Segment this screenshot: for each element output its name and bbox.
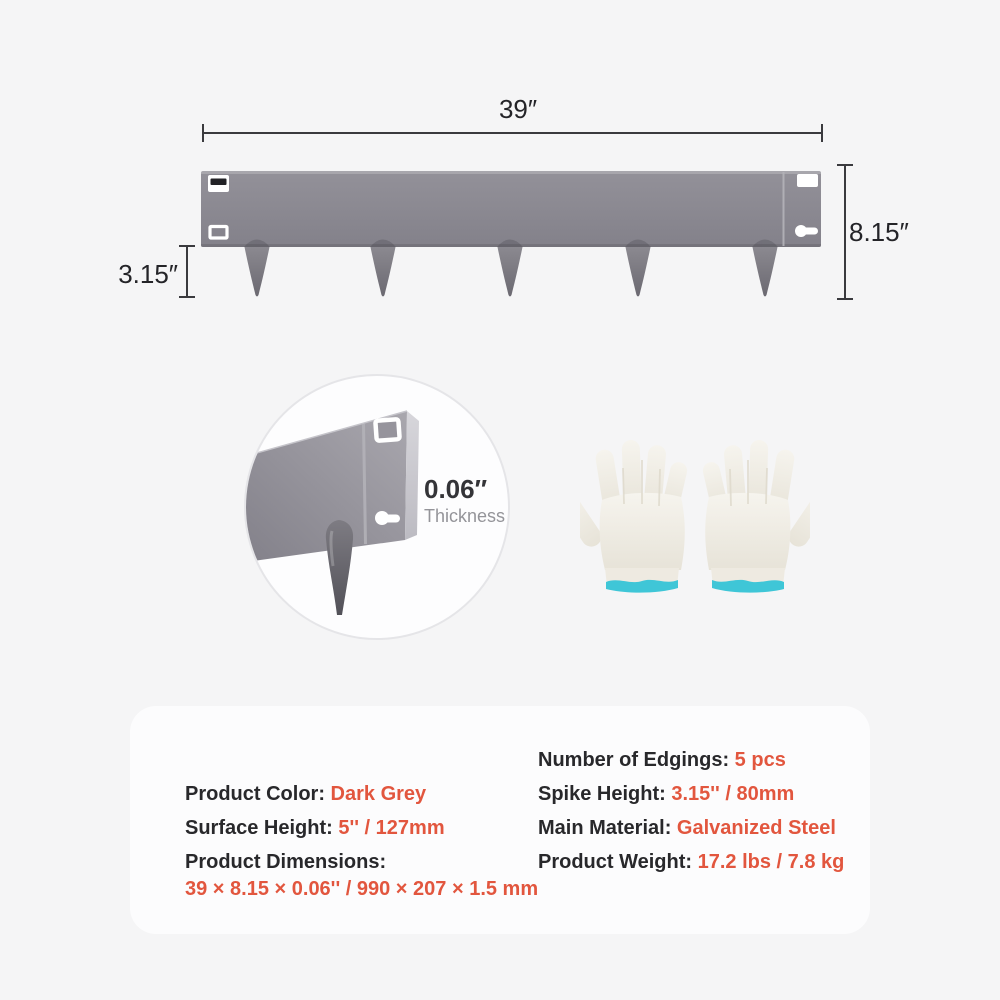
spec-number-of-edgings xyxy=(538,749,786,772)
thickness-label: Thickness xyxy=(424,506,506,526)
glove-cuff-trim xyxy=(606,580,678,593)
thickness-detail-circle xyxy=(244,374,510,640)
spec-product-color xyxy=(185,783,426,806)
spec-value: 5'' / 127mm xyxy=(338,817,445,839)
spec-label: Spike Height: xyxy=(538,783,672,805)
spec-label: Main Material: xyxy=(538,817,677,839)
spec-label: Surface Height: xyxy=(185,817,339,839)
spec-value: 3.15'' / 80mm xyxy=(671,783,795,805)
ground-spikes xyxy=(245,247,778,297)
spec-product-dimensions-value xyxy=(185,878,538,901)
panel-thickness-edge xyxy=(405,411,419,540)
spec-value: 39 × 8.15 × 0.06'' / 990 × 207 × 1.5 mm xyxy=(185,878,539,900)
spec-label: Number of Edgings: xyxy=(538,749,735,771)
spec-product-weight xyxy=(538,851,844,874)
top-left-slot xyxy=(208,175,229,192)
spec-label: Product Dimensions: xyxy=(185,851,387,873)
glove-right xyxy=(701,440,810,593)
spec-spike-height xyxy=(538,783,794,806)
spike xyxy=(371,247,396,297)
spec-value: 5 pcs xyxy=(734,749,786,771)
spec-label: Product Color: xyxy=(185,783,331,805)
thickness-value: 0.06″ xyxy=(424,474,488,504)
edging-panel xyxy=(201,171,821,247)
height-dimension-label: 8.15″ xyxy=(849,217,909,247)
spec-value: Galvanized Steel xyxy=(676,817,836,839)
spec-label: Product Weight: xyxy=(538,851,698,873)
spec-main-material xyxy=(538,817,836,840)
width-dimension-label: 39″ xyxy=(498,94,538,124)
spec-value: 17.2 lbs / 7.8 kg xyxy=(697,851,845,873)
spike-height-dimension-label: 3.15″ xyxy=(118,259,178,289)
top-slot xyxy=(375,419,399,441)
spike xyxy=(753,247,778,297)
work-gloves-image xyxy=(580,436,810,608)
glove-left xyxy=(580,440,689,593)
spike xyxy=(626,247,651,297)
glove-palm xyxy=(600,493,685,570)
spec-product-dimensions-label xyxy=(185,851,386,874)
spec-surface-height xyxy=(185,817,445,840)
specifications-panel xyxy=(130,706,870,934)
spike xyxy=(498,247,523,297)
spec-value: Dark Grey xyxy=(330,783,427,805)
panel-seam-line xyxy=(364,424,366,544)
top-right-slot xyxy=(797,174,818,187)
spike-height-dimension-line xyxy=(179,246,195,297)
width-dimension-line xyxy=(203,124,822,142)
spike xyxy=(245,247,270,297)
